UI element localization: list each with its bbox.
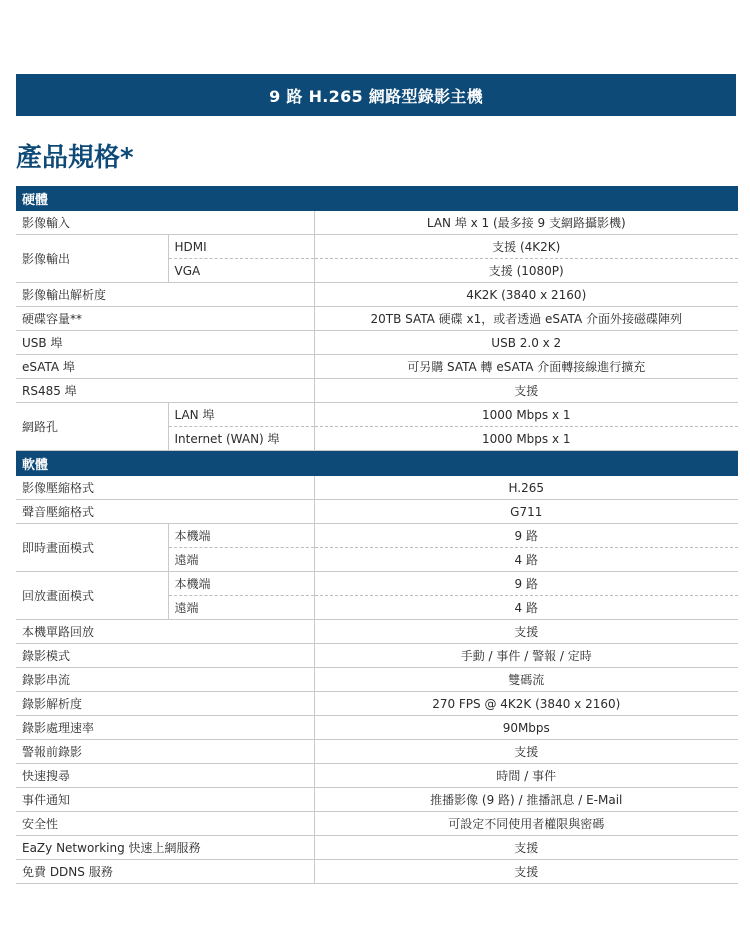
sub-label: 遠端 xyxy=(168,548,314,572)
row-label: 影像壓縮格式 xyxy=(16,476,314,500)
table-row xyxy=(16,283,738,307)
row-value: 推播影像 (9 路) / 推播訊息 / E-Mail xyxy=(314,788,738,812)
sub-label: HDMI xyxy=(168,235,314,259)
row-label: 回放畫面模式 xyxy=(16,572,168,620)
row-label: 錄影處理速率 xyxy=(16,716,314,740)
table-row xyxy=(16,355,738,379)
row-value: 手動 / 事件 / 警報 / 定時 xyxy=(314,644,738,668)
row-value: G711 xyxy=(314,500,738,524)
sub-label: 遠端 xyxy=(168,596,314,620)
row-value: 支援 xyxy=(314,740,738,764)
spec-table xyxy=(16,186,738,884)
row-label: 錄影串流 xyxy=(16,668,314,692)
table-row xyxy=(16,331,738,355)
table-row xyxy=(16,860,738,884)
row-value: 可設定不同使用者權限與密碼 xyxy=(314,812,738,836)
row-value: 20TB SATA 硬碟 x1，或者透過 eSATA 介面外接磁碟陣列 xyxy=(314,307,738,331)
table-row xyxy=(16,716,738,740)
table-row xyxy=(16,836,738,860)
row-label: 警報前錄影 xyxy=(16,740,314,764)
row-value: 9 路 xyxy=(314,572,738,596)
row-value: H.265 xyxy=(314,476,738,500)
table-row xyxy=(16,788,738,812)
row-value: LAN 埠 x 1 (最多接 9 支網路攝影機) xyxy=(314,211,738,235)
section-label: 軟體 xyxy=(16,451,738,476)
row-value: 支援 (4K2K) xyxy=(314,235,738,259)
sub-label: Internet (WAN) 埠 xyxy=(168,427,314,451)
table-row xyxy=(16,403,738,427)
row-value: 1000 Mbps x 1 xyxy=(314,427,738,451)
row-value: 270 FPS @ 4K2K (3840 x 2160) xyxy=(314,692,738,716)
sub-label: 本機端 xyxy=(168,524,314,548)
row-label: eSATA 埠 xyxy=(16,355,314,379)
section-label: 硬體 xyxy=(16,186,738,211)
table-row xyxy=(16,668,738,692)
row-value: 4 路 xyxy=(314,548,738,572)
table-row xyxy=(16,211,738,235)
row-value: 支援 xyxy=(314,836,738,860)
sub-label: 本機端 xyxy=(168,572,314,596)
table-row xyxy=(16,764,738,788)
table-row xyxy=(16,307,738,331)
row-label: USB 埠 xyxy=(16,331,314,355)
row-value: 雙碼流 xyxy=(314,668,738,692)
row-value: 支援 xyxy=(314,379,738,403)
section-header-hardware xyxy=(16,186,738,211)
table-row xyxy=(16,692,738,716)
table-row xyxy=(16,500,738,524)
row-label: 錄影解析度 xyxy=(16,692,314,716)
row-label: EaZy Networking 快速上網服務 xyxy=(16,836,314,860)
title-banner xyxy=(16,74,736,116)
banner-title: 9 路 H.265 網路型錄影主機 xyxy=(269,86,483,106)
row-label: RS485 埠 xyxy=(16,379,314,403)
row-value: 4K2K (3840 x 2160) xyxy=(314,283,738,307)
row-label: 影像輸出 xyxy=(16,235,168,283)
row-label: 本機單路回放 xyxy=(16,620,314,644)
row-label: 影像輸入 xyxy=(16,211,314,235)
row-label: 事件通知 xyxy=(16,788,314,812)
table-row xyxy=(16,812,738,836)
sub-label: LAN 埠 xyxy=(168,403,314,427)
row-value: USB 2.0 x 2 xyxy=(314,331,738,355)
row-value: 9 路 xyxy=(314,524,738,548)
row-label: 快速搜尋 xyxy=(16,764,314,788)
row-value: 支援 xyxy=(314,860,738,884)
table-row xyxy=(16,476,738,500)
row-label: 安全性 xyxy=(16,812,314,836)
table-row xyxy=(16,644,738,668)
table-row xyxy=(16,379,738,403)
row-value: 4 路 xyxy=(314,596,738,620)
row-label: 聲音壓縮格式 xyxy=(16,500,314,524)
row-label: 硬碟容量** xyxy=(16,307,314,331)
row-label: 網路孔 xyxy=(16,403,168,451)
row-value: 90Mbps xyxy=(314,716,738,740)
row-value: 時間 / 事件 xyxy=(314,764,738,788)
row-value: 支援 xyxy=(314,620,738,644)
row-label: 免費 DDNS 服務 xyxy=(16,860,314,884)
page-heading: 產品規格* xyxy=(16,143,134,173)
row-label: 影像輸出解析度 xyxy=(16,283,314,307)
table-row xyxy=(16,524,738,548)
row-value: 支援 (1080P) xyxy=(314,259,738,283)
table-row xyxy=(16,740,738,764)
row-label: 即時畫面模式 xyxy=(16,524,168,572)
table-row xyxy=(16,235,738,259)
table-row xyxy=(16,572,738,596)
row-label: 錄影模式 xyxy=(16,644,314,668)
row-value: 可另購 SATA 轉 eSATA 介面轉接線進行擴充 xyxy=(314,355,738,379)
row-value: 1000 Mbps x 1 xyxy=(314,403,738,427)
section-header-software xyxy=(16,451,738,476)
table-row xyxy=(16,620,738,644)
sub-label: VGA xyxy=(168,259,314,283)
